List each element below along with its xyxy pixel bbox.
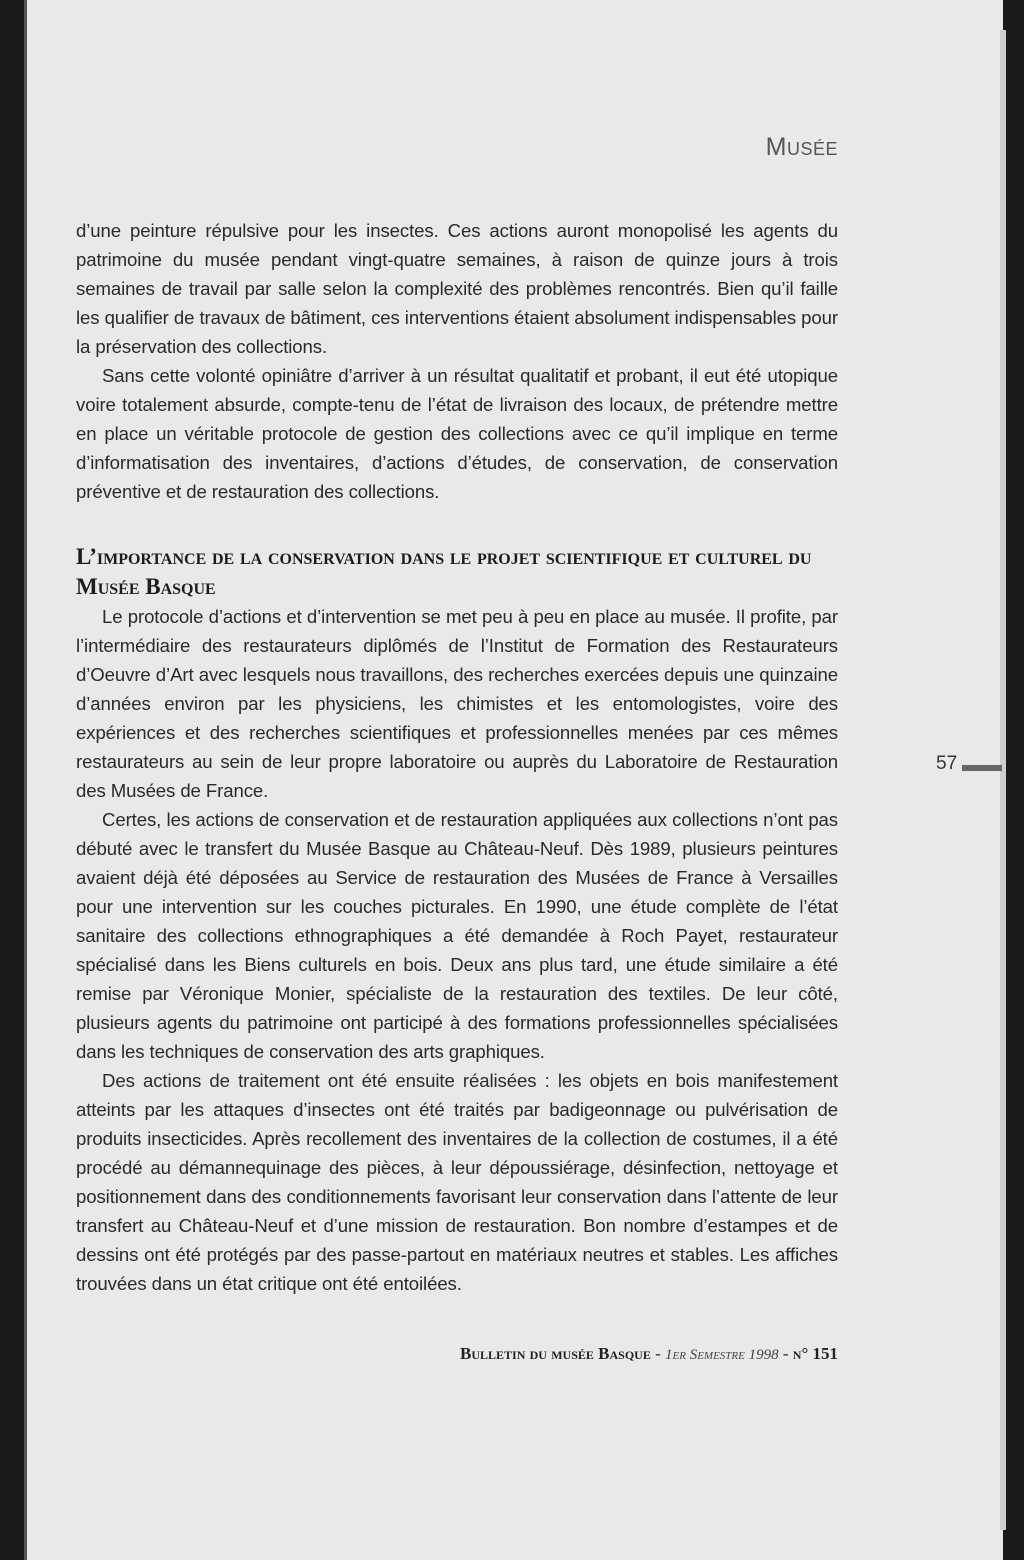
section-heading: L’importance de la conservation dans le projet scientifique et culturel du Musée Basque [76,544,812,599]
paragraph: Certes, les actions de conservation et de restauration appliquées aux collections n’ont pas débuté avec le transfert du Musée Basque au Château-Neuf. Dès 1989, plusieurs peintures avaient déjà été déposées au Service de restauration des Musées de France à Versailles pour une intervention sur les couches picturales. En 1990, une étude complète de l’état sanitaire des collections ethnographiques a été demandée à Roch Payet, restaurateur spécialisé dans les Biens culturels en bois. Deux ans plus tard, une étude similaire a été remise par Véronique Monier, spécialiste de la restauration des textiles. De leur côté, plusieurs agents du patrimoine ont participé à des formations professionnelles spécialisées dans les techniques de conservation des arts graphiques. [76,809,838,1062]
paragraph: Le protocole d’actions et d’intervention se met peu à peu en place au musée. Il profite, par l’intermédiaire des restaurateurs diplômés de l’Institut de Formation des Restaurateurs d’Oeuvre d’Art avec lesquels nous travaillons, des recherches exercées depuis une quinzaine d’années environ par les physiciens, les chimistes et les entomologistes, voire des expériences et des recherches scientifiques et professionnelles menées par ces mêmes restaurateurs au sein de leur propre laboratoire ou auprès du Laboratoire de Restauration des Musées de France. [76,606,838,801]
page-tab-marker [962,765,1002,771]
page-number: 57 [936,753,958,774]
page-edge [1000,30,1006,1530]
running-header: Musée [765,133,838,161]
section-1-text [76,216,838,506]
separator: - [650,1344,665,1363]
separator: - [778,1344,793,1363]
paragraph: Des actions de traitement ont été ensuite réalisées : les objets en bois manifestement atteints par les attaques d’insectes ont été traités par badigeonnage ou pulvérisation de produits insecticides. Après recollement des inventaires de la collection de costumes, il a été procédé au démannequinage des pièces, à leur dépoussiérage, désinfection, nettoyage et positionnement dans des conditionnements favorisant leur conservation dans l’attente de leur transfert au Château-Neuf et d’une mission de restauration. Bon nombre d’estampes et de dessins ont été protégés par des passe-partout en matériaux neutres et stables. Les affiches trouvées dans un état critique ont été entoilées. [76,1070,838,1294]
paragraph: d’une peinture répulsive pour les insectes. Ces actions auront monopolisé les agents du patrimoine du musée pendant vingt-quatre semaines, à raison de quinze jours à trois semaines de travail par salle selon la complexité des problèmes rencontrés. Bien qu’il faille les qualifier de travaux de bâtiment, ces interventions étaient absolument indispensables pour la préservation des collections. [76,220,838,357]
footer-number: n° 151 [792,1344,838,1363]
section-2-text [76,602,838,1298]
footer-title: Bulletin du musée Basque [460,1344,651,1363]
footer-issue: 1er Semestre 1998 [665,1347,779,1363]
footer [76,1342,838,1367]
paragraph: Sans cette volonté opiniâtre d’arriver à un résultat qualitatif et probant, il eut été utopique voire totalement absurde, compte-tenu de l’état de livraison des locaux, de prétendre mettre en place un véritable protocole de gestion des collections avec ce qu’il implique en terme d’informatisation des inventaires, d’actions d’études, de conservation, de conservation préventive et de restauration des collections. [76,365,838,502]
page-content [76,0,838,1407]
